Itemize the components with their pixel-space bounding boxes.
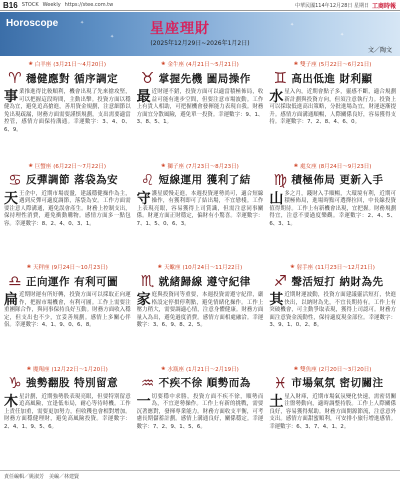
sign-name: 魔羯座 bbox=[33, 366, 50, 373]
aquarius-icon: ♒ bbox=[140, 373, 155, 392]
drop-cap: 天 bbox=[4, 190, 18, 207]
publication-brand: STOCK bbox=[21, 2, 39, 8]
body-text: 王企中，近期市場震盪，建議穩健操作為主，遇到反彈可適度調節，落袋為安。工作方面需要注意人際溝通，避免誤會產生。財務上控制支出，保持理性消費，避免衝動購物。感情方面多一點包容。幸運數字：8、2、4、0、3、1。 bbox=[4, 190, 131, 227]
card-body bbox=[269, 394, 396, 432]
sign-range: (6月22日～7月22日) bbox=[53, 163, 107, 170]
card-headline bbox=[4, 374, 131, 392]
card-headline bbox=[269, 374, 396, 392]
ornament-icon: ❀ bbox=[26, 365, 32, 372]
ornament-icon: ❀ bbox=[28, 61, 33, 67]
drop-cap: 一 bbox=[136, 393, 151, 410]
sign-dates bbox=[4, 365, 131, 373]
card-body bbox=[4, 89, 131, 135]
sign-name: 白羊座 bbox=[34, 62, 52, 68]
drop-cap: 守 bbox=[136, 190, 151, 207]
ornament-icon: ❀ bbox=[157, 264, 162, 270]
sign-name: 金牛座 bbox=[167, 62, 184, 68]
card-body bbox=[269, 292, 396, 330]
pisces-icon: ♓ bbox=[273, 373, 288, 392]
horoscope-banner bbox=[0, 12, 400, 56]
body-text: 近期財運有所好轉，投資方面可以採取正向運作，把握市場機會，有利可圖。工作上需要注重團隊合作，與同事保持良好互動。財務方面收入穩定，但支出也不少，宜妥善規劃。感情上多關心伴侶。幸運數字：4、1、9、0、6、8。 bbox=[4, 292, 131, 329]
virgo-icon: ♍ bbox=[273, 170, 288, 189]
page-header bbox=[0, 0, 400, 11]
sign-dates bbox=[137, 162, 264, 170]
drop-cap: 水 bbox=[269, 89, 284, 105]
sign-name: 天秤座 bbox=[33, 265, 50, 271]
sign-name: 雙子座 bbox=[300, 62, 317, 68]
gemini-icon: ♊ bbox=[273, 69, 288, 87]
card-leo bbox=[137, 160, 264, 260]
aries-icon: ♈ bbox=[8, 69, 22, 87]
drop-cap: 家 bbox=[136, 292, 151, 308]
drop-cap: 最 bbox=[136, 89, 151, 105]
sign-dates bbox=[269, 60, 396, 68]
page-title: 星座理財 bbox=[150, 21, 210, 37]
card-gemini bbox=[269, 58, 396, 158]
drop-cap: 木 bbox=[4, 393, 18, 410]
card-capricorn bbox=[4, 363, 131, 463]
cancer-icon: ♋ bbox=[8, 170, 22, 189]
newspaper-logo: 工商時報 bbox=[371, 2, 396, 10]
sign-range: (3月21日～4月20日) bbox=[53, 62, 107, 68]
sign-range: (11月23日～12月21日) bbox=[315, 265, 375, 271]
headline-text: 掌握先機 圖局操作 bbox=[158, 72, 251, 85]
card-libra bbox=[4, 261, 131, 361]
drop-cap: 事 bbox=[4, 89, 18, 105]
publication-weekly: Weekly bbox=[42, 2, 61, 8]
sign-dates bbox=[4, 263, 131, 271]
scorpio-icon: ♏ bbox=[140, 272, 155, 290]
sign-range: (2月20日～3月20日) bbox=[318, 366, 372, 373]
body-text: 近財運不錯，投資方面可以適當積極佈局，收益可能有進步空間，但要注意市場波動。工作上有貴人相助，可把握機會發揮能力表現自我。財務方面宜分散風險，避免單一投資。幸運數字：9、1、3、8、5、1。 bbox=[136, 89, 264, 126]
card-body bbox=[4, 292, 131, 330]
card-aquarius bbox=[137, 363, 264, 463]
sign-name: 巨蟹座 bbox=[34, 163, 52, 170]
drop-cap: 山 bbox=[269, 190, 284, 207]
headline-text: 強勢翻股 特別留意 bbox=[26, 377, 119, 389]
page-footer: 責任編輯／姚淑芳 美編／林建賢 bbox=[0, 470, 400, 482]
body-text: 庭與投資同等重要，本週投資需遵守紀律，嚴格設定停損停利點，避免情緒化操作。工作上壓力稍大，需要調適心情，注意身體健康。財務方面量入為出，避免過度消費。感情方面相處融洽。幸運數字：3、6、9、8、2、5。 bbox=[136, 292, 264, 329]
sparkle-icon: ✦ bbox=[80, 20, 85, 26]
publication-url[interactable]: https://stee.com.tw bbox=[64, 2, 114, 8]
card-headline bbox=[4, 69, 131, 87]
ornament-icon: ❀ bbox=[28, 162, 33, 169]
body-text: 星入內，近期會點子多，靈感不斷，適合規劃新計劃與投資方向，但須注意執行力。投資上可以採取低進高出策略，分批進場為宜，財運逐漸提升。感情方面溝通順暢，人際關係良好，容易獲得支持。幸運數字：7、2、8、4、6、0。 bbox=[269, 89, 396, 126]
sign-range: (7月23日～8月23日) bbox=[185, 163, 239, 170]
horoscope-grid bbox=[4, 58, 396, 462]
issue-date: 中華民國114年12月28日 星期日 bbox=[295, 2, 369, 9]
sign-range: (8月24日～9月23日) bbox=[318, 163, 372, 170]
section-label: Horoscope bbox=[6, 18, 59, 29]
card-taurus bbox=[137, 58, 264, 158]
body-text: 業推進得比較順利，機會出現了先來搶攻堅，可以把握這段時間，主動出擊。投資方面以穩健為宜，避免追高搶進，善用資金規劃，注意細節以免出現疏漏，財務方面需要謹慎規劃，支出需要適當控管，感情方面保持溝通。幸運數字：3、4、0、6、9。 bbox=[4, 89, 131, 133]
sign-range: (4月21日～5月21日) bbox=[185, 62, 239, 68]
card-body bbox=[137, 292, 264, 330]
sign-range: (12月22日～1月20日) bbox=[51, 366, 108, 373]
sparkle-icon: ✦ bbox=[290, 22, 295, 28]
card-virgo bbox=[269, 160, 396, 260]
libra-icon: ♎ bbox=[8, 272, 22, 290]
card-sagittarius bbox=[269, 261, 396, 361]
ornament-icon: ❀ bbox=[161, 365, 166, 372]
headline-text: 就緒歸線 遵守紀律 bbox=[158, 275, 251, 288]
card-body bbox=[137, 191, 264, 229]
drop-cap: 扁 bbox=[4, 292, 18, 308]
sign-dates bbox=[137, 60, 264, 68]
card-cancer bbox=[4, 160, 131, 260]
headline-text: 不疾不徐 順勢而為 bbox=[158, 377, 251, 389]
card-headline bbox=[4, 171, 131, 189]
sign-name: 射手座 bbox=[296, 265, 314, 271]
card-scorpio bbox=[137, 261, 264, 361]
sparkle-icon: ✦ bbox=[110, 34, 115, 40]
body-text: 切要穩中求勝，投資方面不疾不徐，順勢而為，不宜逆勢操作。工作上有新的挑戰，需要沉著應對，發揮專業能力。財務方面收支平衡，可考慮長期儲蓄計劃。感情上溝通良好，關係穩定。幸運數字：7、2、9、1、5、6。 bbox=[136, 393, 264, 430]
card-body bbox=[269, 191, 396, 229]
page-number: B16 bbox=[3, 0, 18, 10]
sign-name: 雙魚座 bbox=[300, 366, 317, 373]
capricorn-icon: ♑ bbox=[8, 373, 22, 392]
drop-cap: 其 bbox=[269, 292, 284, 308]
ornament-icon: ❀ bbox=[293, 162, 299, 169]
card-headline bbox=[269, 171, 396, 189]
ornament-icon: ❀ bbox=[290, 264, 295, 270]
card-headline bbox=[137, 272, 264, 290]
sign-dates bbox=[137, 365, 264, 373]
sign-dates bbox=[4, 162, 131, 170]
headline-text: 正向運作 有利可圖 bbox=[26, 275, 119, 288]
sign-name: 天蠍座 bbox=[163, 265, 181, 271]
sparkle-icon: ✦ bbox=[340, 32, 345, 38]
sagittarius-icon: ♐ bbox=[273, 272, 288, 290]
headline-text: 市場氣氛 密切關注 bbox=[291, 377, 384, 389]
ornament-icon: ❀ bbox=[26, 264, 32, 270]
ornament-icon: ❀ bbox=[161, 162, 166, 169]
card-headline bbox=[137, 171, 264, 189]
sign-name: 水瓶座 bbox=[167, 366, 184, 373]
sign-range: (5月22日～6月21日) bbox=[318, 62, 372, 68]
sign-range: (10月24日～11月22日) bbox=[182, 265, 243, 271]
header-right bbox=[295, 1, 396, 10]
headline-text: 短線運用 獲利了結 bbox=[158, 174, 251, 186]
sign-range: (1月21日～2月19日) bbox=[185, 366, 239, 373]
sign-name: 處女座 bbox=[300, 163, 317, 170]
headline-text: 聲活短打 納財為先 bbox=[291, 275, 384, 288]
headline-text: 高出低進 財利顯 bbox=[291, 72, 373, 85]
card-headline bbox=[137, 69, 264, 87]
card-pisces bbox=[269, 363, 396, 463]
card-body bbox=[137, 89, 264, 127]
sign-dates bbox=[269, 263, 396, 271]
leo-icon: ♌ bbox=[140, 170, 155, 189]
card-body bbox=[4, 191, 131, 229]
headline-text: 反彈調節 落袋為安 bbox=[26, 174, 119, 186]
card-body bbox=[269, 89, 396, 127]
card-body bbox=[137, 394, 264, 432]
sign-dates bbox=[4, 60, 131, 68]
body-text: 護星緩慢走進，本週投資運勢尚可，適合短線操作，有獲利即可了結出場，不宜戀棧。工作上表現亮眼，容易獲得上司賞識，但需注意同事關係。財運方面正財穩定，偏財有小驚喜。幸運數字：7、1、5、0、6、3。 bbox=[136, 190, 264, 227]
sign-dates bbox=[137, 263, 264, 271]
card-headline bbox=[4, 272, 131, 290]
sign-dates bbox=[269, 162, 396, 170]
headline-text: 穩健應對 循序調定 bbox=[26, 72, 119, 85]
sign-dates bbox=[269, 365, 396, 373]
body-text: 星入財庫，近期市場氣氛變化快速，需密切關注盤勢動向，適時調整持股。工作上人際關係良好，容易獲得幫助。財務方面開源節流，注意意外支出。感情方面甜蜜順利，可安排小旅行增進感情。幸運數字：6、3、7、4、1、2。 bbox=[269, 393, 396, 430]
author-credit: 文／陶文 bbox=[367, 47, 392, 54]
sign-range: (9月24日～10月23日) bbox=[51, 265, 108, 271]
card-headline bbox=[269, 272, 396, 290]
date-range: (2025年12月29日~2026年1月2日) bbox=[150, 40, 250, 47]
body-text: 星計劃，近期強勢股表現亮眼，但要特別留意追高風險，宜逢低布局，耐心等待時機。工作上責任加重，需要更加努力，但收穫也會相對增加。財務方面穩健理財，避免高風險投資。幸運數字：2、4、1、9、5、6。 bbox=[4, 393, 131, 430]
card-headline bbox=[269, 69, 396, 87]
card-aries bbox=[4, 58, 131, 158]
drop-cap: 土 bbox=[269, 393, 284, 410]
ornament-icon: ❀ bbox=[293, 365, 299, 372]
sign-name: 獅子座 bbox=[167, 163, 184, 170]
body-text: 近期財運波動，投資方面建議靈活短打，快進快出，以納財為先，不宜長期持有。工作上有突破機會，可主動爭取表現，獲得上司認可。財務方面注意資金流動性，保持適度現金部位。幸運數字：3、9、1、0、2、8。 bbox=[269, 292, 396, 329]
ornament-icon: ❀ bbox=[161, 61, 166, 67]
headline-text: 積極佈局 更新入手 bbox=[291, 174, 384, 186]
taurus-icon: ♉ bbox=[140, 69, 155, 87]
body-text: 多之月，錢財入手順暢，大環境有利，近期可積極佈局，進場時點可選擇拉回，中長線投資值得期待。工作上有新機會出現，宜把握。財務規劃得宜，注意不要過度樂觀。幸運數字：2、4、5、6、3、1。 bbox=[269, 190, 396, 227]
ornament-icon: ❀ bbox=[293, 61, 299, 67]
card-body bbox=[4, 394, 131, 432]
card-headline bbox=[137, 374, 264, 392]
